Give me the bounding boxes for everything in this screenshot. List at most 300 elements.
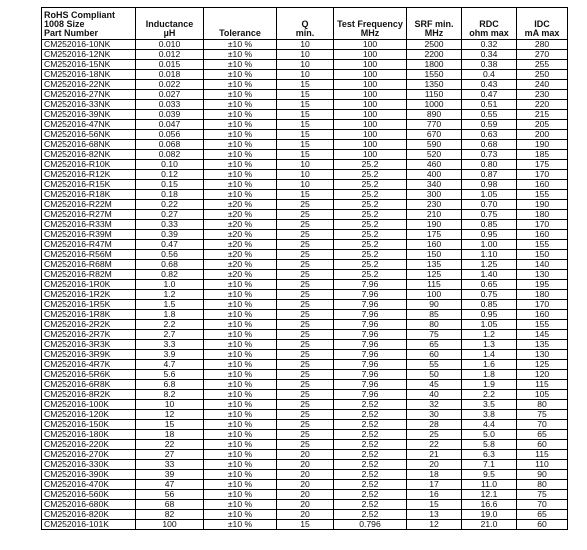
srf-min-cell: 21 — [407, 450, 462, 460]
rdc-cell: 21.0 — [462, 520, 517, 530]
test-frequency-cell: 100 — [334, 150, 407, 160]
q-min-cell: 15 — [277, 190, 334, 200]
tolerance-cell: ±10 % — [204, 500, 277, 510]
idc-cell: 150 — [517, 250, 568, 260]
table-row — [42, 140, 568, 150]
inductance-cell: 4.7 — [136, 360, 204, 370]
inductance-cell: 0.039 — [136, 110, 204, 120]
table-row — [42, 510, 568, 520]
inductance-cell: 0.10 — [136, 160, 204, 170]
srf-min-cell: 890 — [407, 110, 462, 120]
srf-min-cell: 60 — [407, 350, 462, 360]
table-row — [42, 280, 568, 290]
test-frequency-header-line: MHz — [360, 28, 380, 38]
part-number-header-line: 1008 Size — [44, 19, 85, 29]
idc-cell: 160 — [517, 230, 568, 240]
table-row — [42, 480, 568, 490]
idc-cell: 115 — [517, 450, 568, 460]
srf-min-cell: 13 — [407, 510, 462, 520]
test-frequency-cell: 100 — [334, 70, 407, 80]
inductor-spec-table — [41, 7, 568, 530]
idc-header-line: mA max — [524, 28, 560, 38]
test-frequency-cell: 7.96 — [334, 350, 407, 360]
tolerance-cell: ±10 % — [204, 340, 277, 350]
table-row — [42, 470, 568, 480]
test-frequency-cell: 100 — [334, 100, 407, 110]
idc-cell: 135 — [517, 340, 568, 350]
test-frequency-cell: 25.2 — [334, 230, 407, 240]
inductance-cell: 0.39 — [136, 230, 204, 240]
idc-cell: 220 — [517, 100, 568, 110]
idc-cell: 180 — [517, 290, 568, 300]
srf-min-cell: 210 — [407, 210, 462, 220]
table-row — [42, 190, 568, 200]
inductance-header — [136, 8, 204, 40]
table-row — [42, 350, 568, 360]
part-number-cell: CM252016-180K — [42, 430, 136, 440]
srf-min-cell: 1000 — [407, 100, 462, 110]
srf-min-cell: 18 — [407, 470, 462, 480]
test-frequency-cell: 25.2 — [334, 190, 407, 200]
rdc-cell: 0.95 — [462, 310, 517, 320]
part-number-cell: CM252016-R33M — [42, 220, 136, 230]
idc-cell: 175 — [517, 160, 568, 170]
part-number-cell: CM252016-R68M — [42, 260, 136, 270]
part-number-cell: CM252016-100K — [42, 400, 136, 410]
table-row — [42, 310, 568, 320]
srf-min-cell: 150 — [407, 250, 462, 260]
test-frequency-cell: 7.96 — [334, 360, 407, 370]
idc-cell: 70 — [517, 500, 568, 510]
part-number-cell: CM252016-R47M — [42, 240, 136, 250]
rdc-cell: 3.5 — [462, 400, 517, 410]
q-min-cell: 20 — [277, 490, 334, 500]
q-min-cell: 25 — [277, 220, 334, 230]
tolerance-cell: ±10 % — [204, 160, 277, 170]
part-number-cell: CM252016-820K — [42, 510, 136, 520]
test-frequency-cell: 100 — [334, 120, 407, 130]
q-min-header-line: Q — [301, 19, 309, 29]
test-frequency-cell: 2.52 — [334, 470, 407, 480]
srf-min-cell: 15 — [407, 500, 462, 510]
q-min-cell: 20 — [277, 470, 334, 480]
tolerance-cell: ±10 % — [204, 450, 277, 460]
part-number-cell: CM252016-15NK — [42, 60, 136, 70]
test-frequency-cell: 2.52 — [334, 480, 407, 490]
part-number-cell: CM252016-101K — [42, 520, 136, 530]
inductance-cell: 0.022 — [136, 80, 204, 90]
q-min-cell: 25 — [277, 370, 334, 380]
rdc-cell: 6.3 — [462, 450, 517, 460]
test-frequency-cell: 100 — [334, 80, 407, 90]
inductance-header-line: µH — [163, 28, 176, 38]
tolerance-cell: ±10 % — [204, 360, 277, 370]
rdc-cell: 0.75 — [462, 290, 517, 300]
test-frequency-cell: 100 — [334, 40, 407, 50]
tolerance-cell: ±10 % — [204, 480, 277, 490]
idc-cell: 160 — [517, 310, 568, 320]
idc-cell: 60 — [517, 440, 568, 450]
table-row — [42, 290, 568, 300]
tolerance-cell: ±10 % — [204, 310, 277, 320]
table-row — [42, 500, 568, 510]
idc-cell: 155 — [517, 320, 568, 330]
table-row — [42, 150, 568, 160]
rdc-cell: 1.6 — [462, 360, 517, 370]
idc-cell: 195 — [517, 280, 568, 290]
inductance-cell: 27 — [136, 450, 204, 460]
idc-header-line: IDC — [534, 19, 550, 29]
test-frequency-cell: 7.96 — [334, 380, 407, 390]
inductance-cell: 0.18 — [136, 190, 204, 200]
srf-min-cell: 160 — [407, 240, 462, 250]
q-min-cell: 15 — [277, 100, 334, 110]
tolerance-cell: ±20 % — [204, 270, 277, 280]
rdc-cell: 9.5 — [462, 470, 517, 480]
part-number-header-line: RoHS Compliant — [44, 10, 115, 20]
tolerance-cell: ±10 % — [204, 120, 277, 130]
tolerance-cell: ±10 % — [204, 440, 277, 450]
tolerance-cell: ±10 % — [204, 380, 277, 390]
q-min-cell: 20 — [277, 510, 334, 520]
rdc-header-line: ohm max — [469, 28, 509, 38]
rdc-cell: 1.8 — [462, 370, 517, 380]
idc-cell: 230 — [517, 90, 568, 100]
inductance-cell: 3.3 — [136, 340, 204, 350]
table-header-row — [42, 8, 568, 40]
inductance-cell: 0.33 — [136, 220, 204, 230]
srf-min-cell: 32 — [407, 400, 462, 410]
q-min-cell: 15 — [277, 80, 334, 90]
table-row — [42, 270, 568, 280]
inductance-cell: 10 — [136, 400, 204, 410]
inductance-cell: 5.6 — [136, 370, 204, 380]
tolerance-header — [204, 8, 277, 40]
part-number-cell: CM252016-560K — [42, 490, 136, 500]
rdc-cell: 0.68 — [462, 140, 517, 150]
q-min-cell: 15 — [277, 140, 334, 150]
part-number-cell: CM252016-1R2K — [42, 290, 136, 300]
srf-min-cell: 1550 — [407, 70, 462, 80]
q-min-cell: 15 — [277, 150, 334, 160]
test-frequency-cell: 25.2 — [334, 240, 407, 250]
rdc-cell: 0.65 — [462, 280, 517, 290]
inductance-cell: 2.7 — [136, 330, 204, 340]
part-number-cell: CM252016-R18K — [42, 190, 136, 200]
idc-cell: 105 — [517, 390, 568, 400]
inductance-cell: 12 — [136, 410, 204, 420]
q-min-cell: 15 — [277, 130, 334, 140]
idc-cell: 130 — [517, 350, 568, 360]
part-number-cell: CM252016-10NK — [42, 40, 136, 50]
srf-min-cell: 17 — [407, 480, 462, 490]
part-number-cell: CM252016-3R9K — [42, 350, 136, 360]
rdc-cell: 0.98 — [462, 180, 517, 190]
table-row — [42, 260, 568, 270]
inductance-cell: 39 — [136, 470, 204, 480]
inductance-cell: 0.010 — [136, 40, 204, 50]
idc-cell: 80 — [517, 480, 568, 490]
idc-cell: 120 — [517, 370, 568, 380]
part-number-header — [42, 8, 136, 40]
test-frequency-cell: 25.2 — [334, 180, 407, 190]
q-min-cell: 10 — [277, 50, 334, 60]
q-min-cell: 25 — [277, 320, 334, 330]
test-frequency-cell: 0.796 — [334, 520, 407, 530]
rdc-cell: 12.1 — [462, 490, 517, 500]
inductance-cell: 1.2 — [136, 290, 204, 300]
tolerance-cell: ±20 % — [204, 250, 277, 260]
rdc-cell: 1.4 — [462, 350, 517, 360]
rdc-cell: 5.0 — [462, 430, 517, 440]
table-row — [42, 430, 568, 440]
q-min-header-line: min. — [295, 28, 315, 38]
inductance-cell: 0.033 — [136, 100, 204, 110]
part-number-cell: CM252016-18NK — [42, 70, 136, 80]
rdc-cell: 0.85 — [462, 220, 517, 230]
part-number-cell: CM252016-330K — [42, 460, 136, 470]
table-row — [42, 490, 568, 500]
srf-min-cell: 65 — [407, 340, 462, 350]
idc-cell: 145 — [517, 330, 568, 340]
q-min-cell: 15 — [277, 90, 334, 100]
inductance-cell: 1.0 — [136, 280, 204, 290]
part-number-cell: CM252016-4R7K — [42, 360, 136, 370]
table-row — [42, 200, 568, 210]
q-min-cell: 25 — [277, 260, 334, 270]
idc-cell: 75 — [517, 490, 568, 500]
tolerance-cell: ±10 % — [204, 100, 277, 110]
q-min-header — [277, 8, 334, 40]
idc-cell: 200 — [517, 130, 568, 140]
tolerance-header-line: Tolerance — [219, 28, 261, 38]
inductance-cell: 0.12 — [136, 170, 204, 180]
idc-cell: 80 — [517, 400, 568, 410]
test-frequency-cell: 7.96 — [334, 310, 407, 320]
test-frequency-cell: 25.2 — [334, 210, 407, 220]
q-min-cell: 25 — [277, 380, 334, 390]
idc-cell: 90 — [517, 470, 568, 480]
q-min-cell: 10 — [277, 180, 334, 190]
part-number-cell: CM252016-33NK — [42, 100, 136, 110]
table-row — [42, 220, 568, 230]
q-min-cell: 25 — [277, 230, 334, 240]
srf-min-cell: 85 — [407, 310, 462, 320]
test-frequency-cell: 25.2 — [334, 270, 407, 280]
tolerance-cell: ±10 % — [204, 170, 277, 180]
table-row — [42, 450, 568, 460]
srf-min-cell: 80 — [407, 320, 462, 330]
tolerance-cell: ±10 % — [204, 130, 277, 140]
rdc-cell: 1.2 — [462, 330, 517, 340]
tolerance-cell: ±10 % — [204, 80, 277, 90]
srf-min-cell: 28 — [407, 420, 462, 430]
tolerance-cell: ±10 % — [204, 520, 277, 530]
q-min-cell: 20 — [277, 480, 334, 490]
q-min-cell: 25 — [277, 280, 334, 290]
table-row — [42, 170, 568, 180]
q-min-cell: 25 — [277, 270, 334, 280]
idc-cell: 170 — [517, 300, 568, 310]
test-frequency-cell: 100 — [334, 50, 407, 60]
inductance-cell: 47 — [136, 480, 204, 490]
test-frequency-cell: 2.52 — [334, 440, 407, 450]
srf-min-cell: 190 — [407, 220, 462, 230]
idc-cell: 70 — [517, 420, 568, 430]
rdc-cell: 0.38 — [462, 60, 517, 70]
srf-min-cell: 100 — [407, 290, 462, 300]
idc-cell: 65 — [517, 510, 568, 520]
tolerance-cell: ±10 % — [204, 190, 277, 200]
table-row — [42, 90, 568, 100]
table-row — [42, 210, 568, 220]
rdc-cell: 0.55 — [462, 110, 517, 120]
rdc-cell: 1.3 — [462, 340, 517, 350]
srf-min-cell: 175 — [407, 230, 462, 240]
inductance-cell: 0.012 — [136, 50, 204, 60]
rdc-cell: 1.05 — [462, 320, 517, 330]
tolerance-cell: ±10 % — [204, 460, 277, 470]
part-number-cell: CM252016-270K — [42, 450, 136, 460]
part-number-cell: CM252016-220K — [42, 440, 136, 450]
rdc-cell: 0.43 — [462, 80, 517, 90]
rdc-cell: 0.70 — [462, 200, 517, 210]
tolerance-cell: ±10 % — [204, 370, 277, 380]
srf-min-cell: 135 — [407, 260, 462, 270]
test-frequency-cell: 25.2 — [334, 160, 407, 170]
idc-cell: 255 — [517, 60, 568, 70]
tolerance-cell: ±10 % — [204, 280, 277, 290]
inductance-cell: 0.027 — [136, 90, 204, 100]
table-row — [42, 130, 568, 140]
inductance-cell: 0.27 — [136, 210, 204, 220]
idc-cell: 205 — [517, 120, 568, 130]
idc-cell: 240 — [517, 80, 568, 90]
inductance-cell: 56 — [136, 490, 204, 500]
part-number-cell: CM252016-47NK — [42, 120, 136, 130]
part-number-cell: CM252016-82NK — [42, 150, 136, 160]
test-frequency-cell: 7.96 — [334, 290, 407, 300]
test-frequency-cell: 2.52 — [334, 510, 407, 520]
rdc-cell: 0.4 — [462, 70, 517, 80]
q-min-cell: 25 — [277, 400, 334, 410]
table-row — [42, 50, 568, 60]
rdc-cell: 1.25 — [462, 260, 517, 270]
srf-min-cell: 25 — [407, 430, 462, 440]
idc-cell: 280 — [517, 40, 568, 50]
rdc-cell: 0.95 — [462, 230, 517, 240]
q-min-cell: 25 — [277, 420, 334, 430]
srf-min-cell: 460 — [407, 160, 462, 170]
idc-cell: 60 — [517, 520, 568, 530]
tolerance-cell: ±10 % — [204, 50, 277, 60]
part-number-cell: CM252016-R22M — [42, 200, 136, 210]
part-number-cell: CM252016-470K — [42, 480, 136, 490]
part-number-cell: CM252016-680K — [42, 500, 136, 510]
idc-cell: 130 — [517, 270, 568, 280]
rdc-header — [462, 8, 517, 40]
q-min-cell: 25 — [277, 440, 334, 450]
inductance-cell: 0.47 — [136, 240, 204, 250]
test-frequency-header — [334, 8, 407, 40]
q-min-cell: 10 — [277, 170, 334, 180]
table-row — [42, 370, 568, 380]
q-min-cell: 10 — [277, 70, 334, 80]
rdc-header-line: RDC — [479, 19, 499, 29]
inductance-cell: 0.082 — [136, 150, 204, 160]
tolerance-cell: ±10 % — [204, 430, 277, 440]
inductance-cell: 100 — [136, 520, 204, 530]
q-min-cell: 25 — [277, 430, 334, 440]
tolerance-cell: ±20 % — [204, 260, 277, 270]
test-frequency-cell: 2.52 — [334, 410, 407, 420]
srf-min-cell: 125 — [407, 270, 462, 280]
idc-cell: 190 — [517, 200, 568, 210]
q-min-cell: 25 — [277, 360, 334, 370]
tolerance-cell: ±20 % — [204, 200, 277, 210]
table-row — [42, 180, 568, 190]
idc-cell: 180 — [517, 210, 568, 220]
table-row — [42, 300, 568, 310]
rdc-cell: 4.4 — [462, 420, 517, 430]
table-row — [42, 440, 568, 450]
part-number-cell: CM252016-8R2K — [42, 390, 136, 400]
rdc-cell: 0.51 — [462, 100, 517, 110]
part-number-cell: CM252016-R27M — [42, 210, 136, 220]
inductance-cell: 0.015 — [136, 60, 204, 70]
tolerance-cell: ±10 % — [204, 420, 277, 430]
inductor-spec-table-container — [41, 7, 568, 530]
rdc-cell: 0.87 — [462, 170, 517, 180]
idc-cell: 270 — [517, 50, 568, 60]
table-row — [42, 80, 568, 90]
part-number-cell: CM252016-3R3K — [42, 340, 136, 350]
rdc-cell: 16.6 — [462, 500, 517, 510]
test-frequency-cell: 25.2 — [334, 170, 407, 180]
test-frequency-cell: 7.96 — [334, 280, 407, 290]
inductance-cell: 0.68 — [136, 260, 204, 270]
inductance-cell: 8.2 — [136, 390, 204, 400]
part-number-cell: CM252016-R15K — [42, 180, 136, 190]
test-frequency-cell: 25.2 — [334, 220, 407, 230]
q-min-cell: 25 — [277, 240, 334, 250]
q-min-cell: 25 — [277, 330, 334, 340]
test-frequency-cell: 2.52 — [334, 460, 407, 470]
srf-min-cell: 1150 — [407, 90, 462, 100]
tolerance-cell: ±10 % — [204, 90, 277, 100]
rdc-cell: 1.10 — [462, 250, 517, 260]
rdc-cell: 0.73 — [462, 150, 517, 160]
inductance-cell: 6.8 — [136, 380, 204, 390]
q-min-cell: 25 — [277, 290, 334, 300]
rdc-cell: 1.40 — [462, 270, 517, 280]
inductance-cell: 18 — [136, 430, 204, 440]
table-row — [42, 70, 568, 80]
rdc-cell: 0.59 — [462, 120, 517, 130]
table-row — [42, 420, 568, 430]
inductance-cell: 0.047 — [136, 120, 204, 130]
tolerance-cell: ±10 % — [204, 400, 277, 410]
srf-min-cell: 22 — [407, 440, 462, 450]
test-frequency-cell: 100 — [334, 60, 407, 70]
table-body — [42, 40, 568, 530]
q-min-cell: 10 — [277, 40, 334, 50]
part-number-cell: CM252016-39NK — [42, 110, 136, 120]
test-frequency-cell: 100 — [334, 130, 407, 140]
q-min-cell: 15 — [277, 110, 334, 120]
part-number-cell: CM252016-2R7K — [42, 330, 136, 340]
table-row — [42, 120, 568, 130]
